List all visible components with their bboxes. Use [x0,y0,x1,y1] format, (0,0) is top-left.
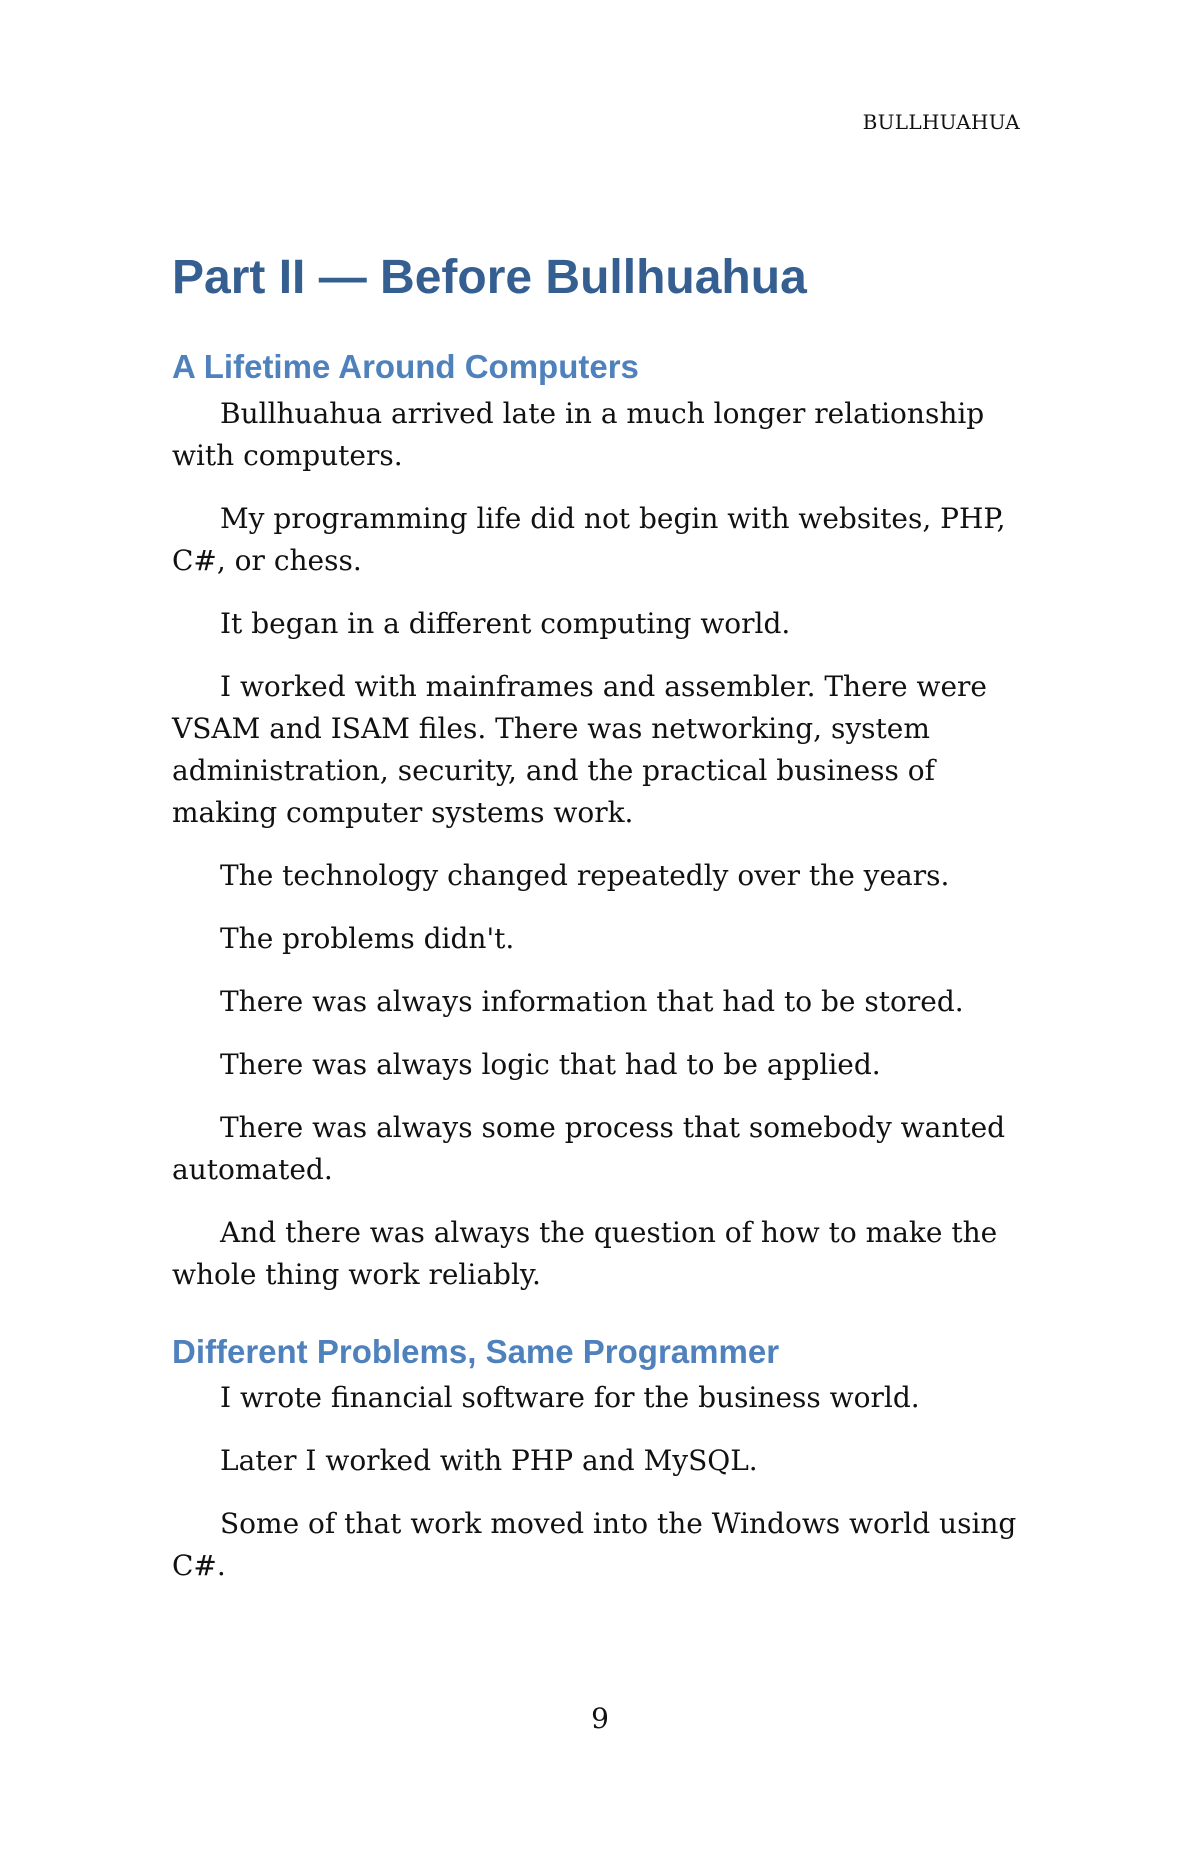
part-title: Part II — Before Bullhuahua [172,251,807,304]
paragraph: Some of that work moved into the Windows world using C#. [172,1507,1017,1583]
paragraph: Bullhuahua arrived late in a much longer relationship with computers. [172,396,985,472]
paragraph: There was always some process that somebody wanted automated. [172,1110,1006,1186]
paragraph: There was always information that had to be stored. [220,984,964,1018]
paragraph: It began in a different computing world. [220,606,791,640]
paragraph: The technology changed repeatedly over the years. [220,858,950,892]
section-heading-different-problems: Different Problems, Same Programmer [172,1332,780,1370]
paragraph: Later I worked with PHP and MySQL. [220,1444,758,1478]
paragraph: I worked with mainframes and assembler. There were VSAM and ISAM files. There was networking, system administration, security, and the practical business of making computer systems work. [172,669,987,829]
paragraph: The problems didn't. [220,921,515,955]
paragraph: And there was always the question of how to make the whole thing work reliably. [172,1215,998,1291]
paragraph: There was always logic that had to be applied. [220,1047,881,1081]
section-heading-lifetime: A Lifetime Around Computers [172,348,639,386]
paragraph: My programming life did not begin with websites, PHP, C#, or chess. [172,501,1006,577]
running-header: BULLHUAHUA [862,110,1020,134]
page-content [172,250,1028,1608]
paragraph: I wrote financial software for the business world. [220,1381,920,1415]
page-number: 9 [591,1702,609,1735]
